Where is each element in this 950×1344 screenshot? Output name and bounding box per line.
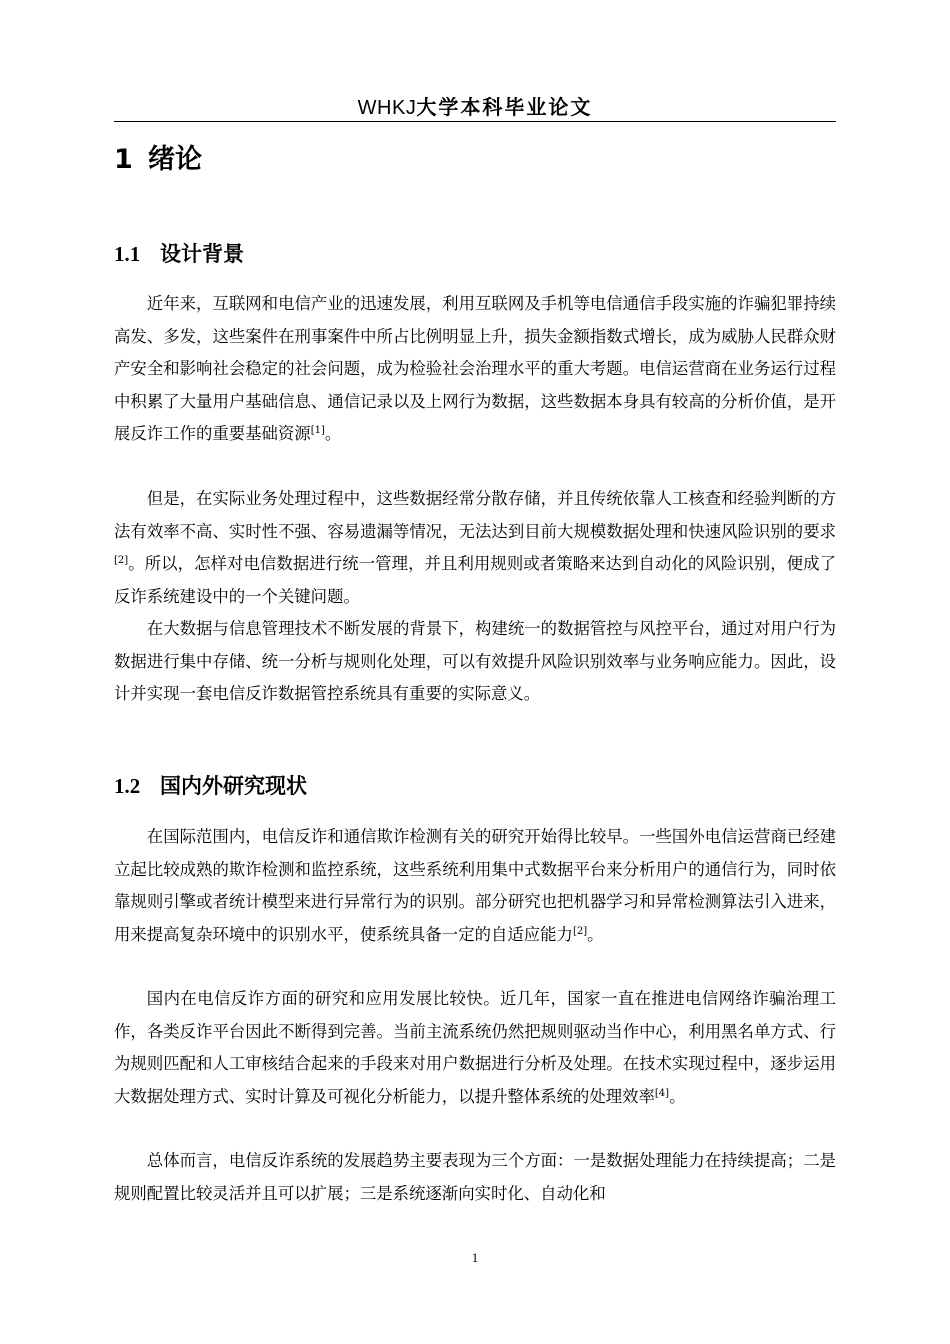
paragraph xyxy=(114,288,836,451)
chapter-title xyxy=(114,141,202,179)
paragraph xyxy=(114,1145,836,1210)
section-title xyxy=(114,770,307,802)
paragraph-text: 近年来，互联网和电信产业的迅速发展，利用互联网及手机等电信通信手段实施的诈骗犯罪持续高发、多发，这些案件在刑事案件中所占比例明显上升，损失金额指数式增长，成为威胁人民群众财产安全和影响社会稳定的社会问题，成为检验社会治理水平的重大考题。电信运营商在业务运行过程中积累了大量用户基础信息、通信记录以及上网行为数据，这些数据本身具有较高的分析价值，是开展反诈工作的重要基础资源 xyxy=(114,294,836,443)
paragraph-text: 在大数据与信息管理技术不断发展的背景下，构建统一的数据管控与风控平台，通过对用户行为数据进行集中存储、统一分析与规则化处理，可以有效提升风险识别效率与业务响应能力。因此，设计并实现一套电信反诈数据管控系统具有重要的实际意义。 xyxy=(114,619,836,703)
page-number: 1 xyxy=(471,1250,479,1265)
header-thesis-label: 大学本科毕业论文 xyxy=(416,95,593,119)
paragraph xyxy=(114,613,836,711)
citation-ref: [4] xyxy=(654,1087,670,1099)
section-number: 1.1 xyxy=(114,242,141,266)
paragraph xyxy=(114,983,836,1113)
header-rule xyxy=(114,121,836,122)
citation-ref: [1] xyxy=(310,425,325,436)
paragraph-text: 在国际范围内，电信反诈和通信欺诈检测有关的研究开始得比较早。一些国外电信运营商已经建立起比较成熟的欺诈检测和监控系统，这些系统利用集中式数据平台来分析用户的通信行为，同时依靠规则引擎或者统计模型来进行异常行为的识别。部分研究也把机器学习和异常检测算法引入进来，用来提高复杂环境中的识别水平，使系统具备一定的自适应能力 xyxy=(114,827,836,944)
paragraph-tail: 。所以，怎样对电信数据进行统一管理，并且利用规则或者策略来达到自动化的风险识别，便成了反诈系统建设中的一个关键问题。 xyxy=(114,554,836,606)
section-number: 1.2 xyxy=(114,774,141,798)
running-header xyxy=(114,94,836,120)
section-title-text: 国内外研究现状 xyxy=(160,774,307,798)
paragraph-text: 总体而言，电信反诈系统的发展趋势主要表现为三个方面：一是数据处理能力在持续提高；二是规则配置比较灵活并且可以扩展；三是系统逐渐向实时化、自动化和 xyxy=(114,1151,836,1203)
section-title-text: 设计背景 xyxy=(160,242,244,266)
header-university-code: WHKJ xyxy=(357,97,417,119)
paragraph-text: 但是，在实际业务处理过程中，这些数据经常分散存储，并且传统依靠人工核查和经验判断的方法有效率不高、实时性不强、容易遗漏等情况，无法达到目前大规模数据处理和快速风险识别的要求 xyxy=(114,489,836,541)
citation-ref: [2] xyxy=(572,925,588,937)
chapter-number: 1 xyxy=(114,144,133,175)
paragraph-text: 国内在电信反诈方面的研究和应用发展比较快。近几年，国家一直在推进电信网络诈骗治理工作，各类反诈平台因此不断得到完善。当前主流系统仍然把规则驱动当作中心，利用黑名单方式、行为规则匹配和人工审核结合起来的手段来对用户数据进行分析及处理。在技术实现过程中，逐步运用大数据处理方式、实时计算及可视化分析能力，以提升整体系统的处理效率 xyxy=(114,989,836,1106)
citation-ref: [2] xyxy=(114,555,129,566)
paragraph-tail: 。 xyxy=(669,1086,686,1106)
chapter-title-text: 绪论 xyxy=(148,144,202,175)
paragraph xyxy=(114,483,836,613)
section-title xyxy=(114,238,244,270)
paragraph-tail: 。 xyxy=(324,424,342,443)
paragraph xyxy=(114,821,836,951)
paragraph-tail: 。 xyxy=(587,924,604,944)
